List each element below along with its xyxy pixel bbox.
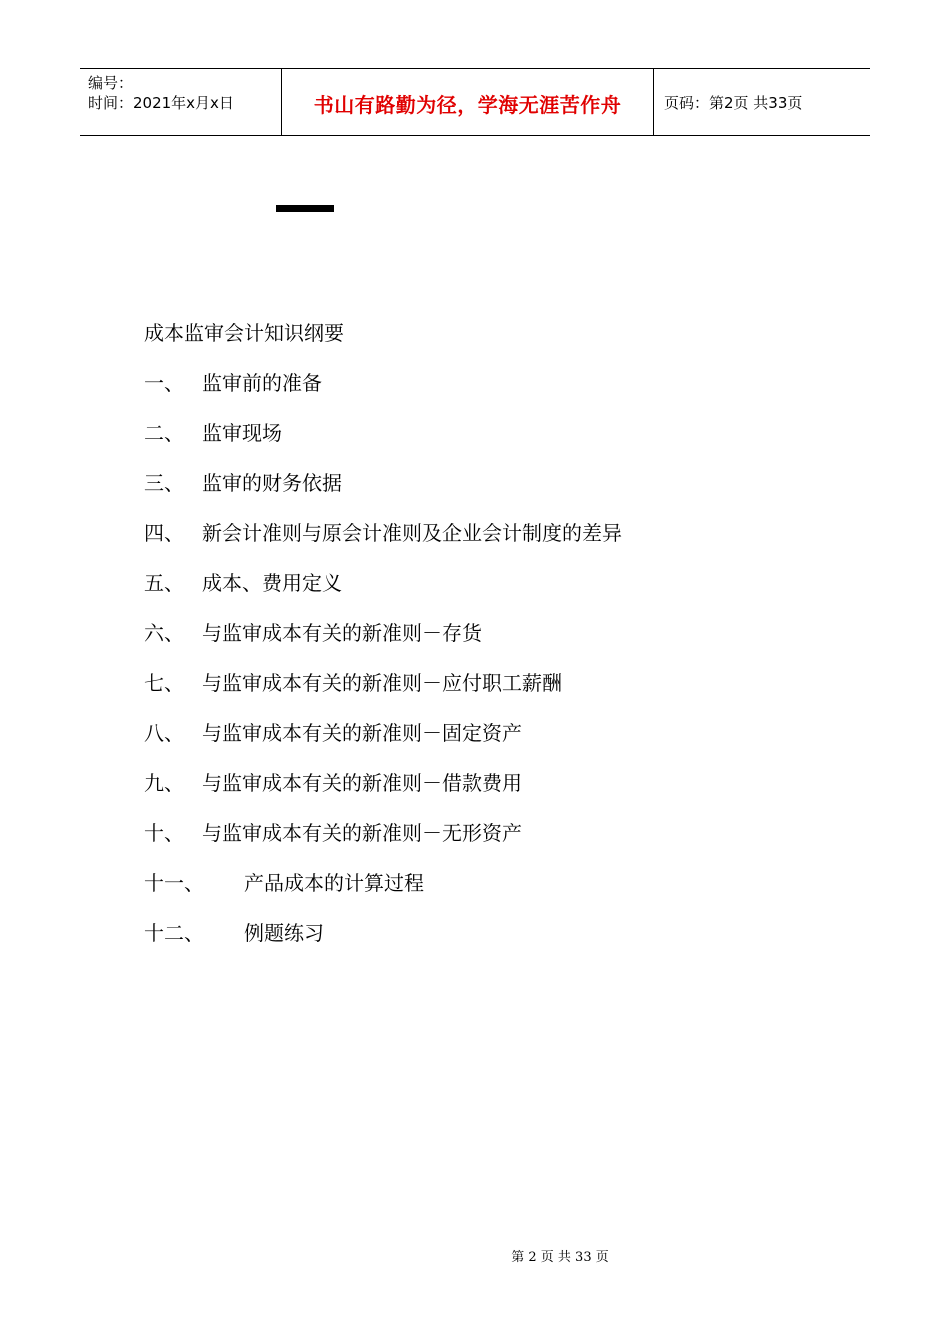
toc-item <box>144 818 844 848</box>
header-page-code <box>654 69 870 135</box>
heading-glyph <box>276 205 334 212</box>
footer-page-number: 第 2 页 共 33 页 <box>511 1250 609 1265</box>
table-of-contents <box>144 318 844 968</box>
toc-item-text: 与监审成本有关的新准则－借款费用 <box>202 771 522 795</box>
number-label: 编号： <box>88 74 134 92</box>
header-motto-cell <box>282 69 654 135</box>
toc-item-text: 与监审成本有关的新准则－存货 <box>202 621 482 645</box>
toc-item-number: 二、 <box>144 421 184 445</box>
toc-item <box>144 368 844 398</box>
time-label: 时间：2021年x月x日 <box>88 94 234 112</box>
toc-item-number: 一、 <box>144 371 184 395</box>
page-footer <box>0 1246 950 1265</box>
toc-item <box>144 418 844 448</box>
page-code-text: 页码：第2页 共33页 <box>664 93 803 112</box>
toc-item-number: 十二、 <box>144 921 204 945</box>
toc-item-number: 六、 <box>144 621 184 645</box>
toc-item-number: 十、 <box>144 821 184 845</box>
toc-item <box>144 718 844 748</box>
toc-item-text: 监审现场 <box>202 421 282 445</box>
toc-item-text: 与监审成本有关的新准则－应付职工薪酬 <box>202 671 562 695</box>
toc-item-number: 七、 <box>144 671 184 695</box>
toc-item-text: 产品成本的计算过程 <box>244 871 424 895</box>
toc-item-text: 例题练习 <box>244 921 324 945</box>
page-header <box>80 68 870 136</box>
toc-item <box>144 868 844 898</box>
toc-item <box>144 768 844 798</box>
toc-item <box>144 518 844 548</box>
motto-text: 书山有路勤为径，学海无涯苦作舟 <box>313 92 622 117</box>
toc-item <box>144 918 844 948</box>
toc-item-number: 三、 <box>144 471 184 495</box>
toc-item-text: 新会计准则与原会计准则及企业会计制度的差异 <box>202 521 622 545</box>
toc-item-text: 监审的财务依据 <box>202 471 342 495</box>
toc-item <box>144 618 844 648</box>
toc-item <box>144 468 844 498</box>
toc-item <box>144 568 844 598</box>
toc-item-text: 与监审成本有关的新准则－无形资产 <box>202 821 522 845</box>
toc-title: 成本监审会计知识纲要 <box>144 321 344 345</box>
toc-item-number: 十一、 <box>144 871 204 895</box>
toc-item-text: 与监审成本有关的新准则－固定资产 <box>202 721 522 745</box>
toc-item-number: 九、 <box>144 771 184 795</box>
toc-item <box>144 668 844 698</box>
toc-item-text: 成本、费用定义 <box>202 571 342 595</box>
toc-item-text: 监审前的准备 <box>202 371 322 395</box>
toc-item-number: 八、 <box>144 721 184 745</box>
toc-item-number: 四、 <box>144 521 184 545</box>
toc-item-number: 五、 <box>144 571 184 595</box>
header-meta <box>80 69 282 135</box>
